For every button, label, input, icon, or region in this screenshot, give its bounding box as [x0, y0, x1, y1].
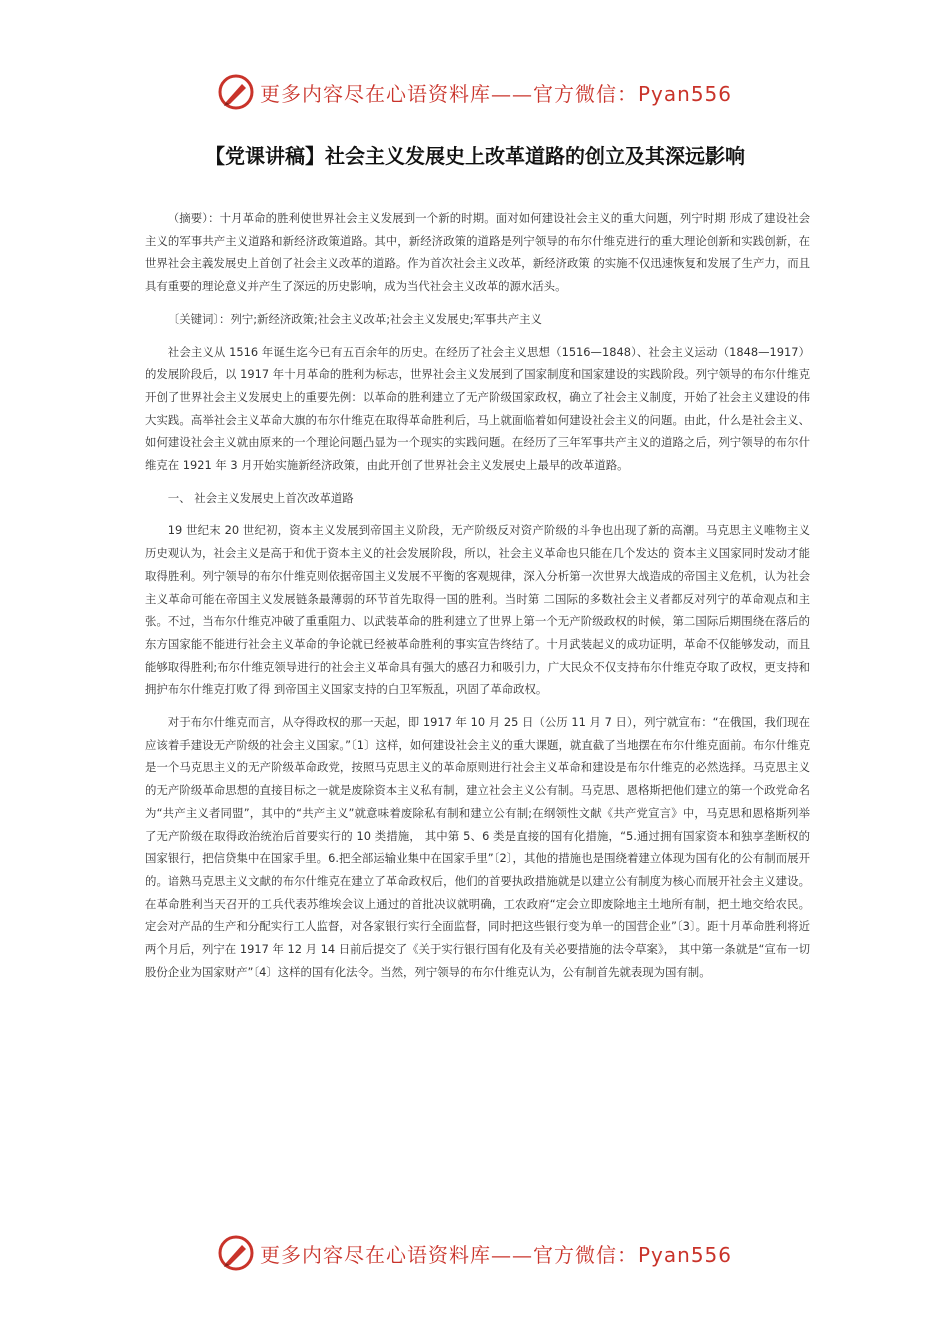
abstract: （摘要）：十月革命的胜利使世界社会主义发展到一个新的时期。面对如何建设社会主义的重大问题，列宁时期 形成了建设社会主义的军事共产主义道路和新经济政策道路。其中，新经济政策的道路是列宁领导的布尔什维克进行的重大理论创新和实践创新，在世界社会主義发展史上首创了社会主义改革的道路。作为首次社会主义改革，新经济政策 的实施不仅迅速恢复和发展了生产力，而且具有重要的理论意义并产生了深远的历史影响，成为当代社会主义改革的源水活头。 — [145, 211, 810, 294]
page-title: 【党课讲稿】社会主义发展史上改革道路的创立及其深远影响 — [205, 144, 745, 168]
pen-logo-icon — [218, 1235, 254, 1271]
banner-text: 更多内容尽在心语资料库——官方微信：Pyan556 — [259, 1242, 732, 1267]
section-heading: 一、 社会主义发展史上首次改革道路 — [167, 490, 354, 505]
paragraph-section-2: 对于布尔什维克而言，从夺得政权的那一天起，即 1917 年 10 月 25 日（公历 11 月 7 日），列宁就宣布：“在俄国，我们现在应该着手建设无产阶级的社会主义国家。”〔1〕这样，如何建设社会主义的重大课题，就直截了当地摆在布尔什维克面前。布尔什维克是一个马克思主义的无产阶级革命政党，按照马克思主义的革命原则进行社会主义革命和建设是布尔什维克的必然选择。马克思主义的无产阶级革命思想的直接目标之一就是废除资本主义私有制，建立社会主义公有制。马克思、恩格斯把他们建立的第一个政党命名为“共产主义者同盟”，其中的“共产主义”就意味着废除私有制和建立公有制;在纲领性文献《共产党宣言》中，马克思和恩格斯列举了无产阶级在取得政治统治后首要实行的 10 类措施， 其中第 5、6 类是直接的国有化措施，“5.通过拥有国家资本和独享垄断权的国家银行，把信贷集中在国家手里。6.把全部运输业集中在国家手里”〔2〕，其他的措施也是围绕着建立体现为国有化的公有制而展开的。谙熟马克思主义文献的布尔什维克在建立了革命政权后，他们的首要执政措施就是以建立公有制度为核心而展开社会主义建设。在革命胜利当天召开的工兵代表苏维埃会议上通过的首批决议就明确，工农政府“定会立即废除地主土地所有制，把土地交给农民。定会对产品的生产和分配实行工人监督，对各家银行实行全面监督，同时把这些银行变为单一的国营企业”〔3〕。距十月革命胜利将近两个月后，列宁在 1917 年 12 月 14 日前后提交了《关于实行银行国有化及有关必要措施的法令草案》， 其中第一条就是“宣布一切股份企业为国家财产”〔4〕这样的国有化法令。当然，列宁领导的布尔什维克认为，公有制首先就表现为国有制。 — [145, 715, 810, 979]
footer-banner — [0, 1233, 950, 1273]
keywords: 〔关键词〕：列宁;新经济政策;社会主义改革;社会主义发展史;军事共产主义 — [167, 311, 542, 326]
banner-text: 更多内容尽在心语资料库——官方微信：Pyan556 — [259, 81, 732, 106]
header-banner — [0, 72, 950, 112]
pen-logo-icon — [218, 74, 254, 110]
paragraph-section-1: 19 世纪末 20 世纪初，资本主义发展到帝国主义阶段，无产阶级反对资产阶级的斗争也出现了新的高潮。马克思主义唯物主义历史观认为，社会主义是高于和优于资本主义的社会发展阶段，所以，社会主义革命也只能在几个发达的 资本主义国家同时发动才能取得胜利。列宁领导的布尔什维克则依据帝国主义发展不平衡的客观规律，深入分析第一次世界大战造成的帝国主义危机，认为社会主义革命可能在帝国主义发展链条最薄弱的环节首先取得一国的胜利。当时第 二国际的多数社会主义者都反对列宁的革命观点和主张。不过，当布尔什维克冲破了重重阻力、以武装革命的胜利建立了世界上第一个无产阶级政权的时候，第二国际后期围绕在落后的东方国家能不能进行社会主义革命的争论就已经被革命胜利的事实宣告终结了。十月武装起义的成功证明，革命不仅能够发动，而且能够取得胜利;布尔什维克领导进行的社会主义革命具有强大的感召力和吸引力，广大民众不仅支持布尔什维克夺取了政权，更支持和拥护布尔什维克打败了得 到帝国主义国家支持的白卫军叛乱，巩固了革命政权。 — [145, 523, 810, 697]
paragraph-intro: 社会主义从 1516 年诞生迄今已有五百余年的历史。在经历了社会主义思想（1516—1848）、社会主义运动（1848—1917）的发展阶段后，以 1917 年十月革命的胜利为标志，世界社会主义发展到了国家制度和国家建设的实践阶段。列宁领导的布尔什维克开创了世界社会主义发展史上的重要先例：以革命的胜利建立了无产阶级国家政权，确立了社会主义制度，开始了社会主义建设的伟大实践。高举社会主义革命大旗的布尔什维克在取得革命胜利后，马上就面临着如何建设社会主义的问题。由此，什么是社会主义、如何建设社会主义就由原来的一个理论问题凸显为一个现实的实践问题。在经历了三年军事共产主义的道路之后，列宁领导的布尔什维克在 1921 年 3 月开始实施新经济政策，由此开创了世界社会主义发展史上最早的改革道路。 — [145, 344, 810, 473]
article-body — [145, 207, 810, 994]
